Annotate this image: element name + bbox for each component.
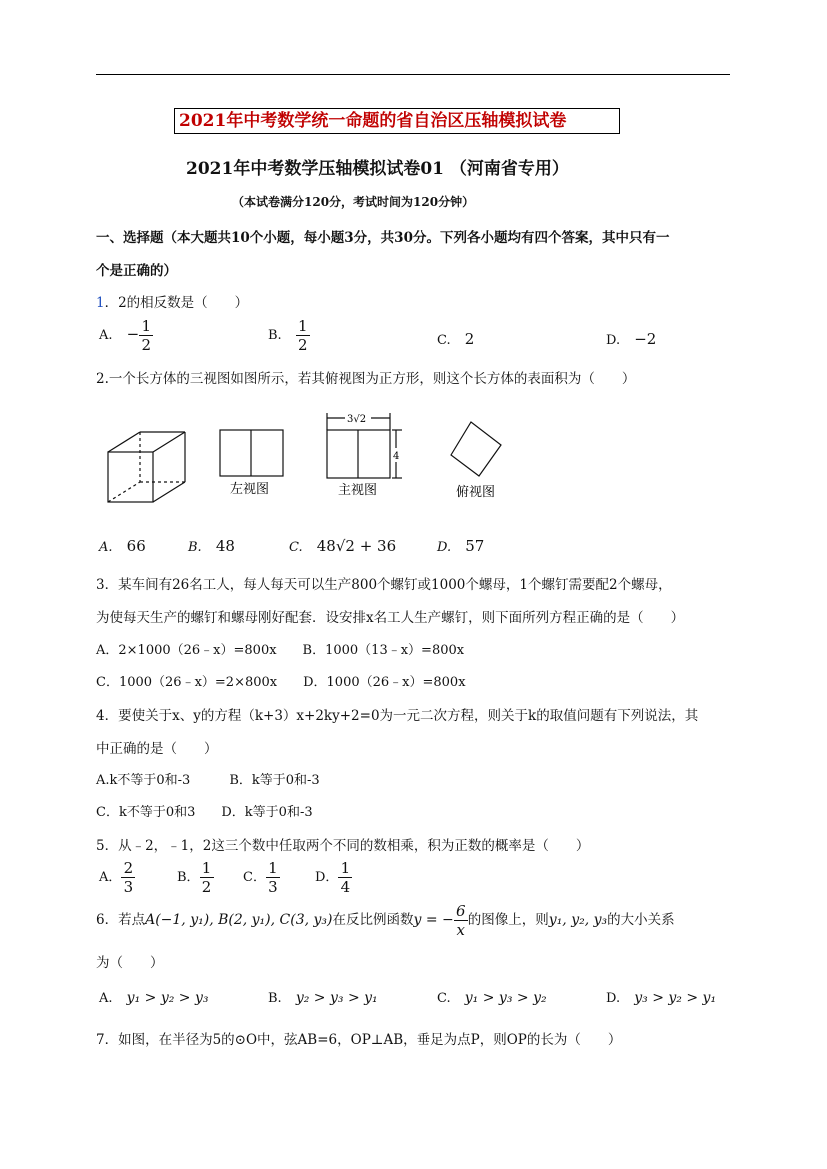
q3-options-cd: C．1000（26﹣x）=2×800x D．1000（26﹣x）=800x — [96, 675, 466, 690]
q6-func-lhs: y = − — [413, 912, 454, 928]
q2-b-value: 48 — [215, 537, 235, 555]
top-view-label: 俯视图 — [456, 485, 496, 500]
q1-a-label: A. — [99, 328, 113, 343]
q1-c-value: 2 — [464, 330, 475, 348]
q2-d-label: D. — [437, 540, 452, 555]
q6-d-label: D. — [606, 991, 621, 1006]
width-dimension: 3√2 — [347, 414, 367, 425]
left-view-drawing — [220, 430, 283, 476]
q6-prefix: 6．若点 — [96, 912, 146, 928]
q5-c-fraction: $\frac{1}{3}$ — [266, 860, 280, 895]
q2-b-label: B. — [188, 540, 202, 555]
q6-b-label: B. — [268, 991, 282, 1006]
q6-points: A(−1, y₁), B(2, y₁), C(3, y₃) — [145, 912, 333, 928]
q6-option-d — [606, 990, 716, 1006]
q6-option-a — [99, 990, 209, 1006]
q6-stem — [96, 903, 675, 938]
q5-option-b — [177, 860, 214, 895]
q5-b-label: B． — [177, 870, 200, 885]
main-view-label: 主视图 — [338, 483, 378, 498]
banner-text: 2021年中考数学统一命题的省自治区压轴模拟试卷 — [179, 111, 567, 131]
q5-c-label: C． — [243, 870, 266, 885]
q5-option-a — [99, 860, 135, 895]
q6-a-value: y₁ > y₂ > y₃ — [126, 990, 209, 1006]
left-view-label: 左视图 — [230, 482, 270, 497]
q1-b-label: B. — [268, 328, 282, 343]
top-view-drawing — [451, 422, 501, 476]
q1-c-label: C. — [437, 333, 451, 348]
q3-stem-line2: 为使每天生产的螺钉和螺母刚好配套．设安排x名工人生产螺钉，则下面所列方程正确的是（ ） — [96, 610, 685, 626]
q5-d-label: D． — [315, 870, 339, 885]
q4-options-ab: A.k不等于0和-3 B．k等于0和-3 — [96, 773, 320, 788]
q5-stem: 5．从﹣2，﹣1，2这三个数中任取两个不同的数相乘，积为正数的概率是（ ） — [96, 838, 590, 854]
q2-a-label: A. — [99, 540, 113, 555]
height-dimension: 4 — [393, 451, 400, 462]
q5-a-fraction: $\frac{2}{3}$ — [121, 860, 135, 895]
q1-d-label: D. — [606, 333, 621, 348]
q1-d-value: −2 — [634, 330, 657, 348]
q2-option-b — [188, 537, 235, 555]
q6-stem-line2: 为（ ） — [96, 955, 164, 971]
section-heading-line2: 个是正确的） — [96, 263, 177, 279]
q2-a-value: 66 — [126, 537, 146, 555]
q5-option-d — [315, 860, 352, 895]
q6-func-fraction: $\frac{6}{x}$ — [454, 903, 468, 938]
q2-stem: 2.一个长方体的三视图如图所示，若其俯视图为正方形，则这个长方体的表面积为（ ） — [96, 371, 636, 387]
q6-option-c — [437, 990, 547, 1006]
q4-stem-line1: 4．要使关于x、y的方程（k+3）x+2ky+2=0为一元二次方程，则关于k的取值问题有下列说法，其 — [96, 708, 699, 724]
q5-option-c — [243, 860, 280, 895]
three-view-figure — [96, 405, 526, 505]
q4-stem-line2: 中正确的是（ ） — [96, 741, 218, 757]
q1-number: 1 — [96, 295, 105, 311]
q6-middle: 在反比例函数 — [332, 912, 414, 928]
q6-a-label: A. — [99, 991, 113, 1006]
q4-options-cd: C．k不等于0和3 D．k等于0和-3 — [96, 805, 313, 820]
page-title: 2021年中考数学压轴模拟试卷01 （河南省专用） — [186, 159, 569, 179]
q1-a-sign: − — [126, 325, 140, 343]
q2-d-value: 57 — [465, 537, 485, 555]
q1-option-c — [437, 330, 474, 348]
q5-d-fraction: $\frac{1}{4}$ — [338, 860, 352, 895]
q6-d-value: y₃ > y₂ > y₁ — [634, 990, 717, 1006]
q1-a-fraction: $\frac{1}{2}$ — [139, 318, 153, 353]
q1-option-a — [99, 318, 153, 353]
q5-a-label: A． — [99, 870, 122, 885]
q6-c-value: y₁ > y₃ > y₂ — [464, 990, 547, 1006]
q5-b-fraction: $\frac{1}{2}$ — [200, 860, 214, 895]
q6-end: 的大小关系 — [607, 912, 675, 928]
section-heading-line1: 一、选择题（本大题共10个小题，每小题3分，共30分。下列各小题均有四个答案，其中只有一 — [96, 230, 670, 246]
q1-option-d — [606, 330, 656, 348]
q6-b-value: y₂ > y₃ > y₁ — [295, 990, 378, 1006]
header-rule — [96, 74, 730, 75]
q3-options-ab: A．2×1000（26﹣x）=800x B．1000（13﹣x）=800x — [96, 643, 465, 658]
q1-text: ．2的相反数是（ ） — [104, 295, 249, 311]
q2-option-c — [289, 537, 396, 555]
exam-note: （本试卷满分120分，考试时间为120分钟） — [232, 195, 475, 209]
q2-c-label: C. — [289, 540, 303, 555]
q1-option-b — [268, 318, 310, 353]
q1-stem — [96, 291, 248, 311]
q6-c-label: C. — [437, 991, 451, 1006]
q7-stem: 7．如图，在半径为5的⊙O中，弦AB=6，OP⊥AB，垂足为点P，则OP的长为（ ） — [96, 1032, 622, 1048]
q6-vars: y₁, y₂, y₃ — [548, 912, 608, 928]
q2-option-d — [437, 537, 484, 555]
banner-box — [174, 108, 620, 134]
cuboid-drawing — [108, 432, 185, 502]
q2-c-value: 48√2 + 36 — [316, 537, 397, 555]
q1-b-fraction: $\frac{1}{2}$ — [296, 318, 310, 353]
q6-option-b — [268, 990, 378, 1006]
q3-stem-line1: 3．某车间有26名工人，每人每天可以生产800个螺钉或1000个螺母，1个螺钉需要配2个螺母， — [96, 577, 672, 593]
q6-suffix: 的图像上，则 — [467, 912, 549, 928]
q2-option-a — [99, 537, 146, 555]
